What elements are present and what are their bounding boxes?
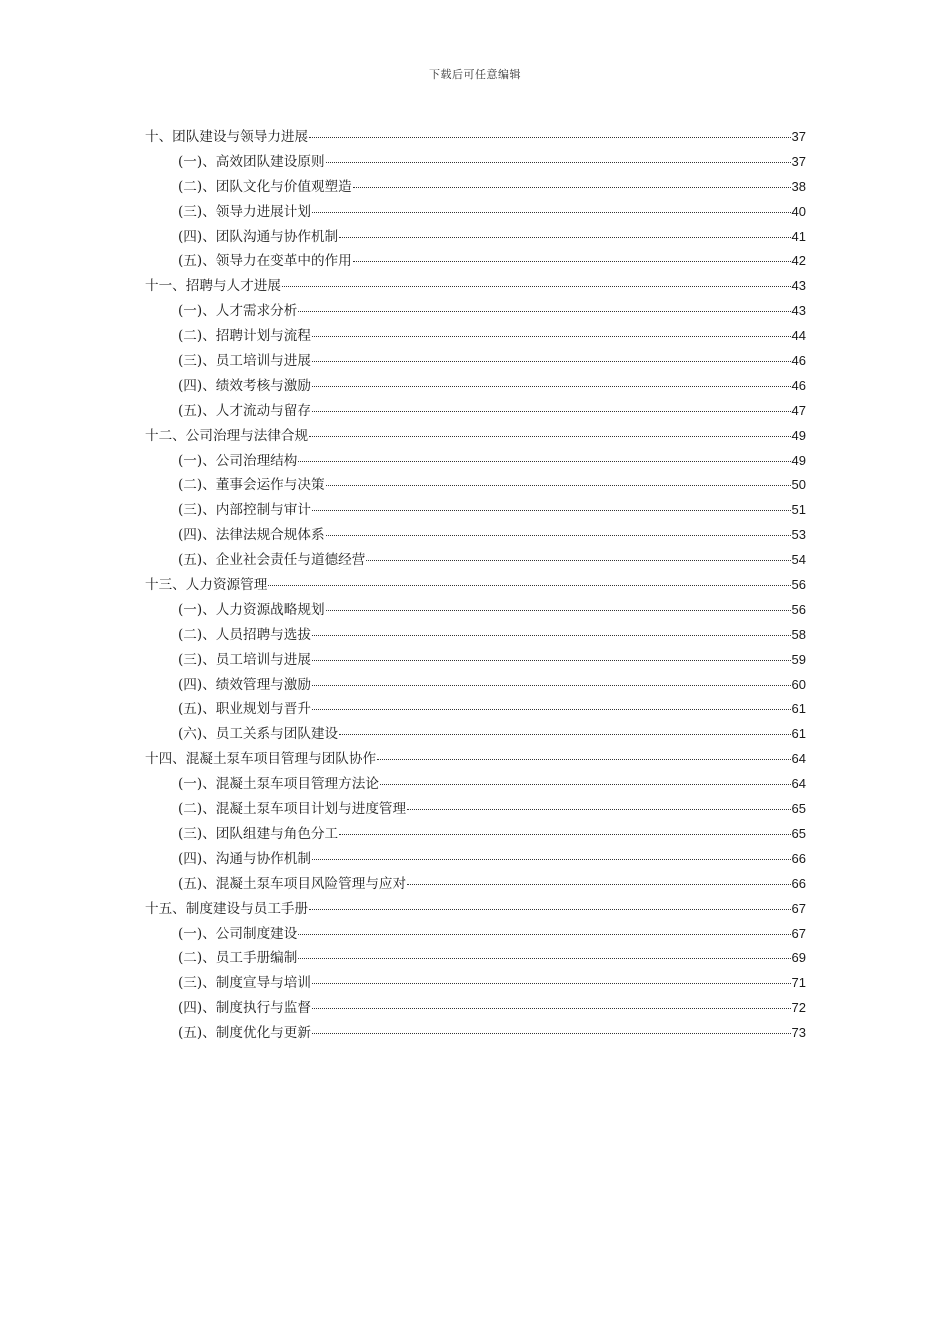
toc-section-entry[interactable] bbox=[145, 324, 806, 349]
toc-entry-page-number: 61 bbox=[791, 701, 806, 717]
toc-dot-leader bbox=[407, 884, 790, 885]
toc-section-entry[interactable] bbox=[145, 349, 806, 374]
toc-entry-title: (二)、员工手册编制 bbox=[178, 950, 298, 967]
toc-entry-page-number: 54 bbox=[791, 552, 806, 568]
toc-entry-title: (四)、绩效管理与激励 bbox=[178, 676, 311, 693]
toc-dot-leader bbox=[298, 461, 790, 462]
toc-entry-title: (五)、企业社会责任与道德经营 bbox=[178, 552, 366, 569]
toc-entry-title: 十三、人力资源管理 bbox=[145, 577, 268, 594]
toc-entry-title: (二)、招聘计划与流程 bbox=[178, 328, 311, 345]
toc-entry-page-number: 44 bbox=[791, 328, 806, 344]
toc-section-entry[interactable] bbox=[145, 648, 806, 673]
toc-entry-page-number: 56 bbox=[791, 577, 806, 593]
toc-entry-page-number: 71 bbox=[791, 975, 806, 991]
toc-entry-title: (二)、团队文化与价值观塑造 bbox=[178, 178, 352, 195]
toc-entry-page-number: 42 bbox=[791, 253, 806, 269]
toc-section-entry[interactable] bbox=[145, 498, 806, 523]
toc-entry-title: (三)、团队组建与角色分工 bbox=[178, 825, 339, 842]
toc-entry-title: (五)、人才流动与留存 bbox=[178, 402, 311, 419]
toc-section-entry[interactable] bbox=[145, 374, 806, 399]
toc-entry-title: (四)、沟通与协作机制 bbox=[178, 850, 311, 867]
toc-dot-leader bbox=[380, 784, 791, 785]
toc-dot-leader bbox=[298, 311, 790, 312]
toc-dot-leader bbox=[312, 635, 791, 636]
toc-dot-leader bbox=[353, 187, 791, 188]
toc-entry-title: (三)、制度宣导与培训 bbox=[178, 975, 311, 992]
toc-entry-page-number: 49 bbox=[791, 452, 806, 468]
toc-section-entry[interactable] bbox=[145, 673, 806, 698]
toc-dot-leader bbox=[366, 560, 790, 561]
toc-entry-page-number: 73 bbox=[791, 1025, 806, 1041]
toc-entry-page-number: 60 bbox=[791, 676, 806, 692]
toc-entry-title: 十一、招聘与人才进展 bbox=[145, 278, 281, 295]
toc-section-entry[interactable] bbox=[145, 722, 806, 747]
toc-entry-title: (六)、员工关系与团队建设 bbox=[178, 726, 339, 743]
toc-entry-page-number: 72 bbox=[791, 1000, 806, 1016]
toc-section-entry[interactable] bbox=[145, 697, 806, 722]
toc-chapter-entry[interactable] bbox=[145, 573, 806, 598]
toc-section-entry[interactable] bbox=[145, 399, 806, 424]
toc-entry-page-number: 66 bbox=[791, 850, 806, 866]
toc-dot-leader bbox=[312, 660, 791, 661]
toc-dot-leader bbox=[312, 361, 791, 362]
toc-entry-page-number: 58 bbox=[791, 626, 806, 642]
toc-entry-page-number: 67 bbox=[791, 925, 806, 941]
toc-entry-title: (四)、绩效考核与激励 bbox=[178, 377, 311, 394]
toc-section-entry[interactable] bbox=[145, 872, 806, 897]
toc-dot-leader bbox=[312, 411, 791, 412]
toc-entry-title: (二)、人员招聘与选拔 bbox=[178, 626, 311, 643]
toc-section-entry[interactable] bbox=[145, 598, 806, 623]
toc-chapter-entry[interactable] bbox=[145, 897, 806, 922]
toc-section-entry[interactable] bbox=[145, 150, 806, 175]
toc-section-entry[interactable] bbox=[145, 299, 806, 324]
toc-dot-leader bbox=[312, 1008, 791, 1009]
toc-entry-title: (一)、公司制度建设 bbox=[178, 925, 298, 942]
toc-entry-page-number: 56 bbox=[791, 601, 806, 617]
toc-dot-leader bbox=[326, 162, 791, 163]
toc-dot-leader bbox=[298, 934, 790, 935]
toc-entry-page-number: 37 bbox=[791, 129, 806, 144]
toc-entry-title: (一)、人才需求分析 bbox=[178, 303, 298, 320]
toc-section-entry[interactable] bbox=[145, 449, 806, 474]
toc-dot-leader bbox=[326, 535, 791, 536]
toc-dot-leader bbox=[312, 386, 791, 387]
toc-dot-leader bbox=[298, 958, 790, 959]
toc-section-entry[interactable] bbox=[145, 847, 806, 872]
toc-dot-leader bbox=[282, 286, 791, 287]
toc-entry-title: 十二、公司治理与法律合规 bbox=[145, 427, 309, 444]
toc-entry-page-number: 50 bbox=[791, 477, 806, 493]
toc-chapter-entry[interactable] bbox=[145, 424, 806, 449]
toc-entry-title: (一)、人力资源战略规划 bbox=[178, 601, 325, 618]
toc-entry-page-number: 47 bbox=[791, 402, 806, 418]
toc-section-entry[interactable] bbox=[145, 473, 806, 498]
toc-entry-title: (三)、员工培训与进展 bbox=[178, 353, 311, 370]
toc-entry-page-number: 46 bbox=[791, 377, 806, 393]
toc-entry-page-number: 64 bbox=[791, 751, 806, 767]
toc-entry-page-number: 67 bbox=[791, 900, 806, 916]
toc-entry-title: (五)、制度优化与更新 bbox=[178, 1025, 311, 1042]
toc-entry-title: (四)、制度执行与监督 bbox=[178, 1000, 311, 1017]
toc-dot-leader bbox=[309, 909, 790, 910]
toc-entry-title: (五)、职业规划与晋升 bbox=[178, 701, 311, 718]
toc-entry-page-number: 64 bbox=[791, 776, 806, 792]
toc-dot-leader bbox=[309, 137, 790, 138]
toc-entry-page-number: 59 bbox=[791, 651, 806, 667]
toc-chapter-entry[interactable] bbox=[145, 125, 806, 150]
toc-dot-leader bbox=[312, 983, 791, 984]
toc-section-entry[interactable] bbox=[145, 249, 806, 274]
toc-entry-page-number: 65 bbox=[791, 825, 806, 841]
toc-entry-title: (一)、公司治理结构 bbox=[178, 452, 298, 469]
toc-dot-leader bbox=[339, 834, 790, 835]
toc-entry-title: (四)、团队沟通与协作机制 bbox=[178, 228, 339, 245]
toc-entry-title: (一)、高效团队建设原则 bbox=[178, 153, 325, 170]
toc-section-entry[interactable] bbox=[145, 523, 806, 548]
toc-section-entry[interactable] bbox=[145, 996, 806, 1021]
toc-section-entry[interactable] bbox=[145, 548, 806, 573]
toc-section-entry[interactable] bbox=[145, 946, 806, 971]
toc-dot-leader bbox=[353, 261, 791, 262]
toc-dot-leader bbox=[326, 610, 791, 611]
toc-dot-leader bbox=[312, 510, 791, 511]
toc-dot-leader bbox=[326, 485, 791, 486]
toc-section-entry[interactable] bbox=[145, 797, 806, 822]
toc-entry-page-number: 65 bbox=[791, 801, 806, 817]
toc-entry-title: (五)、领导力在变革中的作用 bbox=[178, 253, 352, 270]
toc-section-entry[interactable] bbox=[145, 175, 806, 200]
table-of-contents bbox=[145, 125, 806, 1046]
toc-dot-leader bbox=[312, 685, 791, 686]
toc-entry-page-number: 66 bbox=[791, 875, 806, 891]
toc-section-entry[interactable] bbox=[145, 225, 806, 250]
toc-dot-leader bbox=[312, 859, 791, 860]
toc-dot-leader bbox=[309, 436, 790, 437]
toc-section-entry[interactable] bbox=[145, 200, 806, 225]
toc-entry-page-number: 51 bbox=[791, 502, 806, 518]
toc-section-entry[interactable] bbox=[145, 971, 806, 996]
toc-entry-title: 十四、混凝土泵车项目管理与团队协作 bbox=[145, 751, 377, 768]
toc-entry-title: (二)、董事会运作与决策 bbox=[178, 477, 325, 494]
toc-chapter-entry[interactable] bbox=[145, 274, 806, 299]
toc-entry-title: (一)、混凝土泵车项目管理方法论 bbox=[178, 776, 379, 793]
toc-section-entry[interactable] bbox=[145, 822, 806, 847]
toc-section-entry[interactable] bbox=[145, 1021, 806, 1046]
toc-dot-leader bbox=[268, 585, 790, 586]
toc-entry-page-number: 41 bbox=[791, 228, 806, 244]
toc-entry-title: (二)、混凝土泵车项目计划与进度管理 bbox=[178, 801, 407, 818]
toc-dot-leader bbox=[312, 212, 791, 213]
toc-dot-leader bbox=[312, 336, 791, 337]
toc-entry-title: 十五、制度建设与员工手册 bbox=[145, 900, 309, 917]
toc-entry-page-number: 43 bbox=[791, 278, 806, 294]
toc-dot-leader bbox=[339, 734, 790, 735]
toc-dot-leader bbox=[312, 1033, 791, 1034]
toc-entry-page-number: 37 bbox=[791, 153, 806, 169]
toc-entry-title: (四)、法律法规合规体系 bbox=[178, 527, 325, 544]
toc-section-entry[interactable] bbox=[145, 623, 806, 648]
toc-section-entry[interactable] bbox=[145, 772, 806, 797]
toc-entry-title: (三)、内部控制与审计 bbox=[178, 502, 311, 519]
toc-dot-leader bbox=[407, 809, 790, 810]
toc-entry-title: (三)、员工培训与进展 bbox=[178, 651, 311, 668]
toc-entry-title: (三)、领导力进展计划 bbox=[178, 203, 311, 220]
toc-dot-leader bbox=[312, 709, 791, 710]
toc-entry-page-number: 38 bbox=[791, 178, 806, 194]
toc-section-entry[interactable] bbox=[145, 922, 806, 947]
toc-entry-page-number: 69 bbox=[791, 950, 806, 966]
toc-entry-page-number: 43 bbox=[791, 303, 806, 319]
toc-entry-page-number: 61 bbox=[791, 726, 806, 742]
toc-dot-leader bbox=[377, 759, 790, 760]
toc-entry-page-number: 40 bbox=[791, 203, 806, 219]
page-header: 下载后可任意编辑 bbox=[429, 68, 521, 81]
toc-entry-page-number: 49 bbox=[791, 427, 806, 443]
toc-dot-leader bbox=[339, 237, 790, 238]
toc-entry-page-number: 46 bbox=[791, 353, 806, 369]
toc-entry-title: 十、团队建设与领导力进展 bbox=[145, 129, 309, 145]
toc-chapter-entry[interactable] bbox=[145, 747, 806, 772]
toc-entry-page-number: 53 bbox=[791, 527, 806, 543]
toc-entry-title: (五)、混凝土泵车项目风险管理与应对 bbox=[178, 875, 407, 892]
